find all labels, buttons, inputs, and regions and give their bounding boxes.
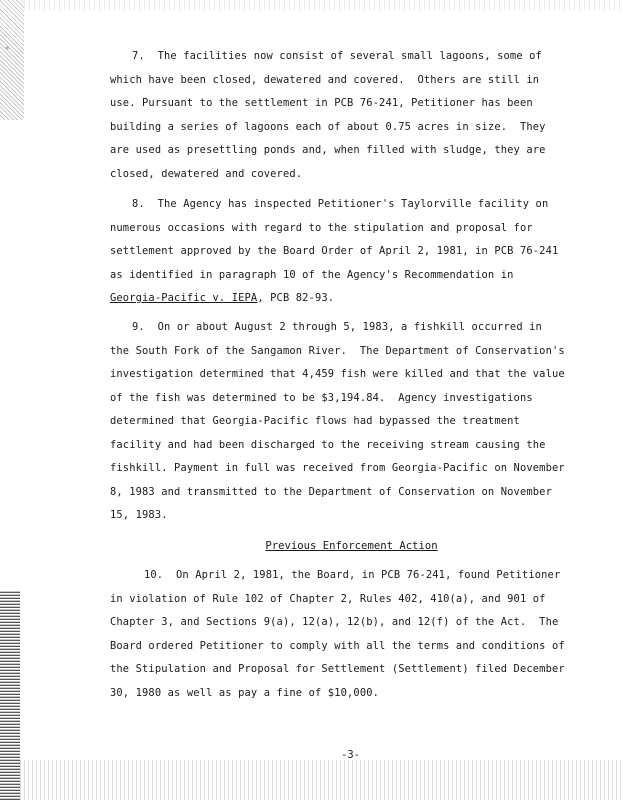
scan-noise: [24, 0, 623, 10]
paragraph-8-citation-end: , PCB 82-93.: [257, 292, 335, 304]
case-citation: Georgia-Pacific v. IEPA: [110, 292, 258, 304]
scan-noise: [20, 760, 623, 800]
paragraph-8-text: 8. The Agency has inspected Petitioner's Taylorville facility on numerous occasions with regard to the stipulation and proposal for settlement approved by the Board Order of April 2, 1981, in PCB 76-241 as identified in paragraph 10 of the Agency's Recommendation in: [110, 198, 565, 281]
paragraph-9: 9. On or about August 2 through 5, 1983, a fishkill occurred in the South Fork of the Sangamon River. The Department of Conservation's investigation determined that 4,459 fish were killed and that the value of the fish was determined to be $3,194.84. Agency investigations determined that Georgia-Pacific flows had bypassed the treatment facility and had been discharged to the receiving stream causing the fishkill. Payment in full was received from Georgia-Pacific on November 8, 1983 and transmitted to the Department of Conservation on November 15, 1983.: [110, 321, 572, 521]
page-number: [0, 749, 623, 761]
paragraph-8: [110, 193, 565, 311]
scan-noise: [0, 0, 24, 120]
page-number-text: -3-: [341, 749, 360, 761]
scan-noise: [0, 590, 20, 800]
paragraph-7: 7. The facilities now consist of several small lagoons, some of which have been closed, dewatered and covered. Others are still in use. Pursuant to the settlement in PCB 76-241, Petitioner has been building a series of lagoons each of about 0.75 acres in size. They are used as presettling ponds and, when filled with sludge, they are closed, dewatered and covered.: [110, 50, 552, 180]
section-heading-text: Previous Enforcement Action: [265, 540, 438, 552]
paragraph-10: 10. On April 2, 1981, the Board, in PCB 76-241, found Petitioner in violation of Rule 102 of Chapter 2, Rules 402, 410(a), and 901 of Chapter 3, and Sections 9(a), 12(a), 12(b), and 12(f) of the Act. The Board ordered Petitioner to comply with all the terms and conditions of the Stipulation and Proposal for Settlement (Settlement) filed December 30, 1980 as well as pay a fine of $10,000.: [110, 569, 572, 699]
section-heading: [0, 540, 623, 552]
